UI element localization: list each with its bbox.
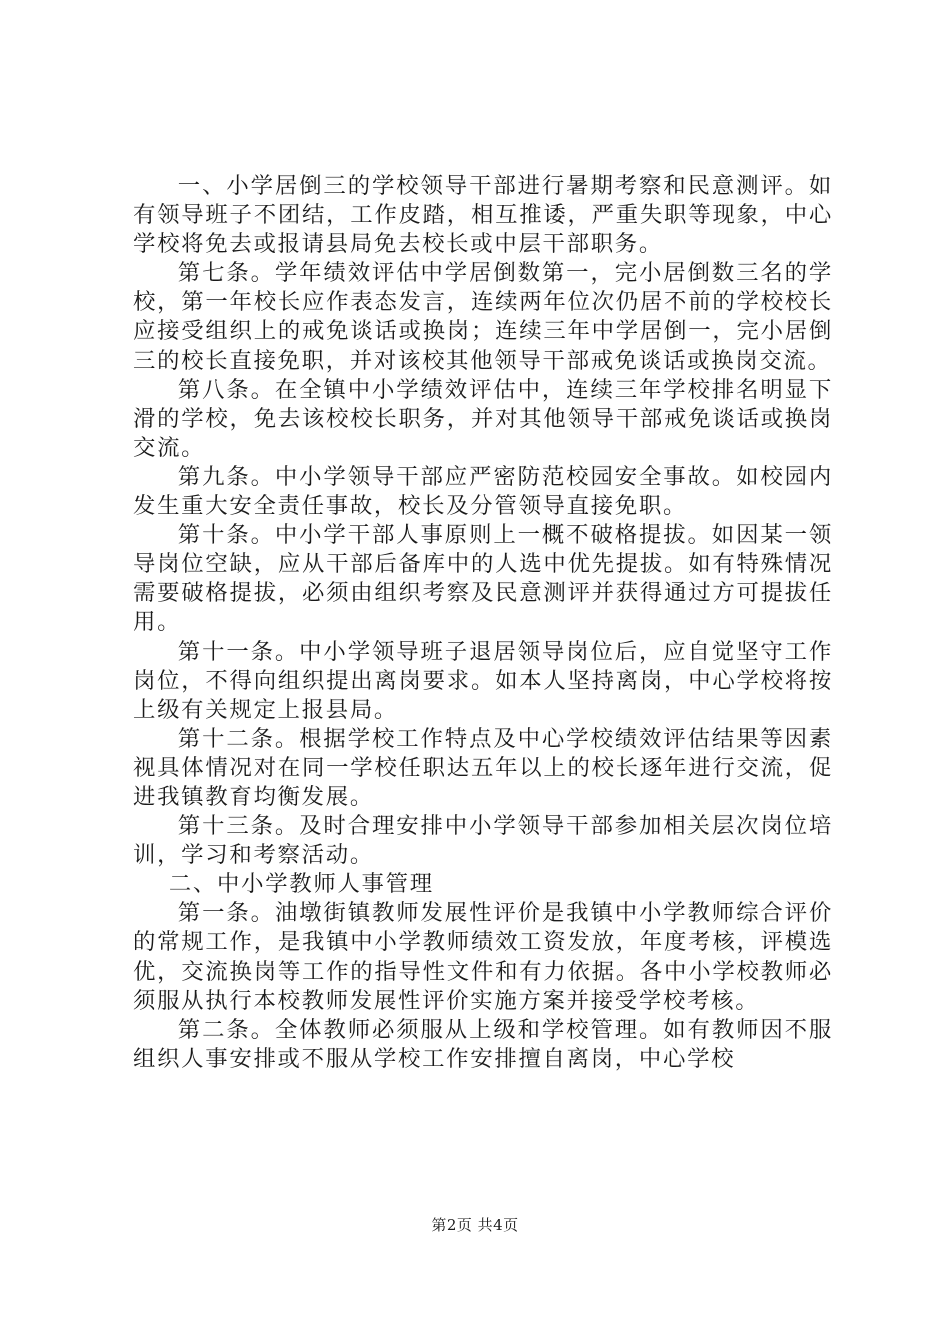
paragraph-article-12: 第十二条。根据学校工作特点及中心学校绩效评估结果等因素视具体情况对在同一学校任职达五年以上的校长逐年进行交流，促进我镇教育均衡发展。	[133, 725, 833, 810]
paragraph-teacher-article-2: 第二条。全体教师必须服从上级和学校管理。如有教师因不服组织人事安排或不服从学校工作安排擅自离岗，中心学校	[133, 1016, 833, 1072]
page-number-footer: 第2页 共4页	[431, 1216, 519, 1234]
paragraph-article-11: 第十一条。中小学领导班子退居领导岗位后，应自觉坚守工作岗位，不得向组织提出离岗要求。如本人坚持离岗，中心学校将按上级有关规定上报县局。	[133, 638, 833, 723]
document-body	[133, 172, 833, 1074]
paragraph-article-7: 第七条。学年绩效评估中学居倒数第一，完小居倒数三名的学校，第一年校长应作表态发言，连续两年位次仍居不前的学校校长应接受组织上的戒免谈话或换岗；连续三年中学居倒一，完小居倒三的校长直接免职，并对该校其他领导干部戒免谈话或换岗交流。	[133, 260, 833, 374]
paragraph-article-13: 第十三条。及时合理安排中小学领导干部参加相关层次岗位培训，学习和考察活动。	[133, 813, 833, 869]
paragraph-teacher-article-1: 第一条。油墩街镇教师发展性评价是我镇中小学教师综合评价的常规工作，是我镇中小学教师绩效工资发放，年度考核，评模选优，交流换岗等工作的指导性文件和有力依据。各中小学校教师必须服从执行本校教师发展性评价实施方案并接受学校考核。	[133, 900, 833, 1014]
section-heading-teacher-personnel: 二、中小学教师人事管理	[168, 871, 434, 898]
paragraph-article-10: 第十条。中小学干部人事原则上一概不破格提拔。如因某一领导岗位空缺，应从干部后备库中的人选中优先提拔。如有特殊情况需要破格提拔，必须由组织考察及民意测评并获得通过方可提拔任用。	[133, 522, 833, 636]
paragraph-section-one-intro: 一、小学居倒三的学校领导干部进行暑期考察和民意测评。如有领导班子不团结，工作皮踏，相互推诿，严重失职等现象，中心学校将免去或报请县局免去校长或中层干部职务。	[133, 173, 833, 258]
paragraph-article-9: 第九条。中小学领导干部应严密防范校园安全事故。如校园内发生重大安全责任事故，校长及分管领导直接免职。	[133, 463, 833, 520]
paragraph-article-8: 第八条。在全镇中小学绩效评估中，连续三年学校排名明显下滑的学校，免去该校校长职务，并对其他领导干部戒免谈话或换岗交流。	[133, 376, 833, 461]
